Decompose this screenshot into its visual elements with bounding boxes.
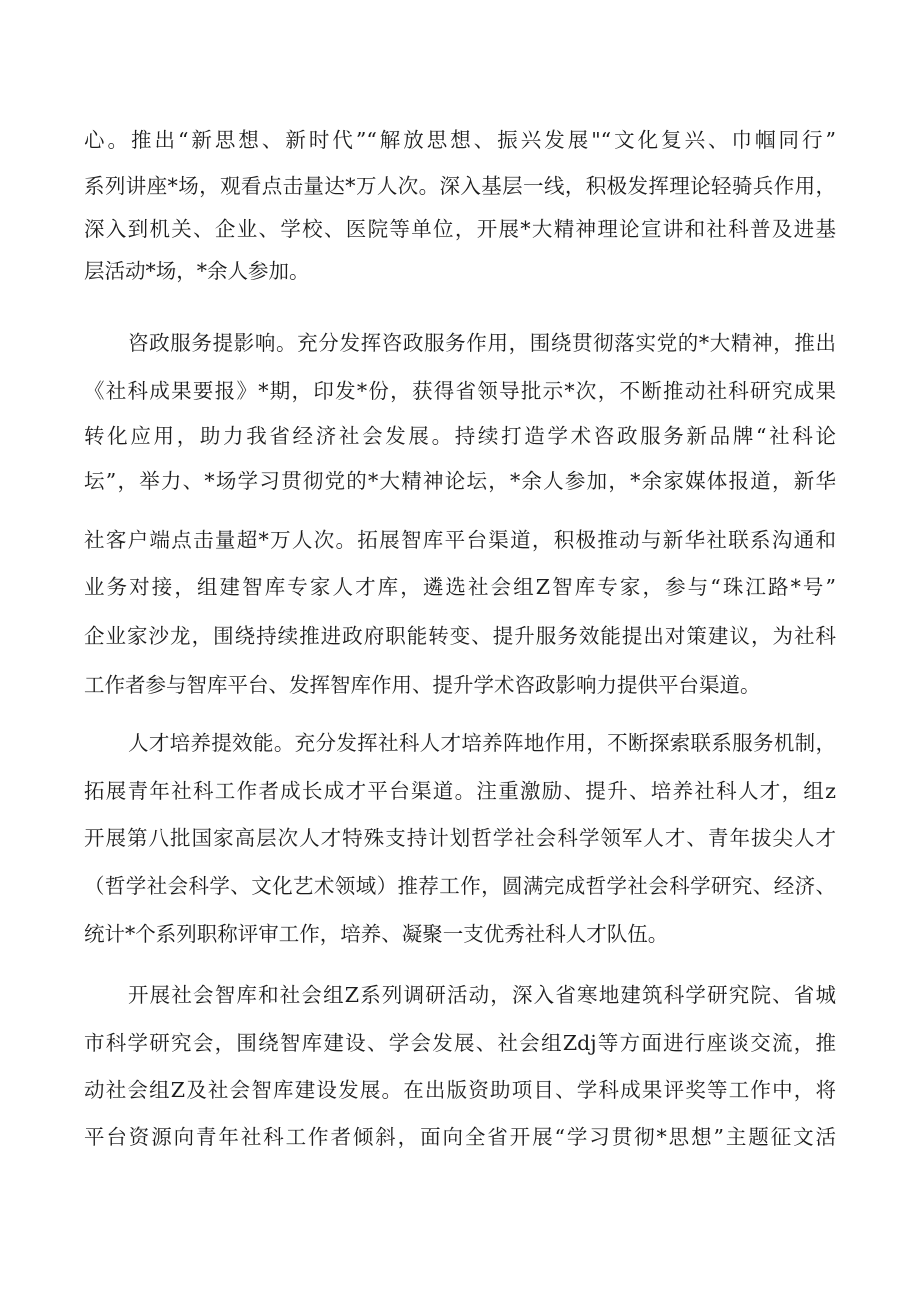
- text-line: 工作者参与智库平台、发挥智库作用、提升学术咨政影响力提供平台渠道。: [84, 673, 761, 697]
- text-line: 《社科成果要报》*期，印发*份，获得省领导批示*次，不断推动社科研究成果: [84, 379, 836, 403]
- text-line: 动社会组Z及社会智库建设发展。在出版资助项目、学科成果评奖等工作中，将: [84, 1078, 836, 1102]
- text-line: 市科学研究会，围绕智库建设、学会发展、社会组Zdj等方面进行座谈交流，推: [84, 1031, 836, 1055]
- text-line: 人才培养提效能。充分发挥社科人才培养阵地作用，不断探索联系服务机制，: [128, 731, 836, 755]
- text-line: 业务对接，组建智库专家人才库，遴选社会组Z智库专家，参与“珠江路*号”: [84, 575, 836, 599]
- text-line: 拓展青年社科工作者成长成才平台渠道。注重激励、提升、培养社科人才，组z: [84, 779, 836, 803]
- text-line: 平台资源向青年社科工作者倾斜，面向全省开展“学习贯彻*思想”主题征文活: [84, 1125, 836, 1149]
- text-line: 转化应用，助力我省经济社会发展。持续打造学术咨政服务新品牌“社科论: [84, 424, 836, 448]
- text-line: 企业家沙龙，围绕持续推进政府职能转变、提升服务效能提出对策建议，为社科: [84, 624, 836, 648]
- text-line: 心。推出“新思想、新时代”“解放思想、振兴发展"“文化复兴、巾帼同行”: [84, 128, 836, 152]
- text-line: 统计*个系列职称评审工作，培养、凝聚一支优秀社科人才队伍。: [84, 922, 669, 946]
- text-line: 坛”，举力、*场学习贯彻党的*大精神论坛，*余人参加，*余家媒体报道，新华: [84, 469, 836, 493]
- text-line: 开展第八批国家高层次人才特殊支持计划哲学社会科学领军人才、青年拔尖人才: [84, 826, 836, 850]
- text-line: 层活动*场，*余人参加。: [84, 259, 310, 283]
- text-line: 咨政服务提影响。充分发挥咨政服务作用，围绕贯彻落实党的*大精神，推出: [128, 331, 836, 355]
- text-line: 系列讲座*场，观看点击量达*万人次。深入基层一线，积极发挥理论轻骑兵作用，: [84, 174, 836, 198]
- text-line: （哲学社会科学、文化艺术领域）推荐工作，圆满完成哲学社会科学研究、经济、: [84, 874, 836, 898]
- text-line: 开展社会智库和社会组Z系列调研活动，深入省寒地建筑科学研究院、省城: [128, 983, 836, 1007]
- text-line: 社客户端点击量超*万人次。拓展智库平台渠道，积极推动与新华社联系沟通和: [84, 528, 836, 552]
- text-line: 深入到机关、企业、学校、医院等单位，开展*大精神理论宣讲和社科普及进基: [84, 217, 836, 241]
